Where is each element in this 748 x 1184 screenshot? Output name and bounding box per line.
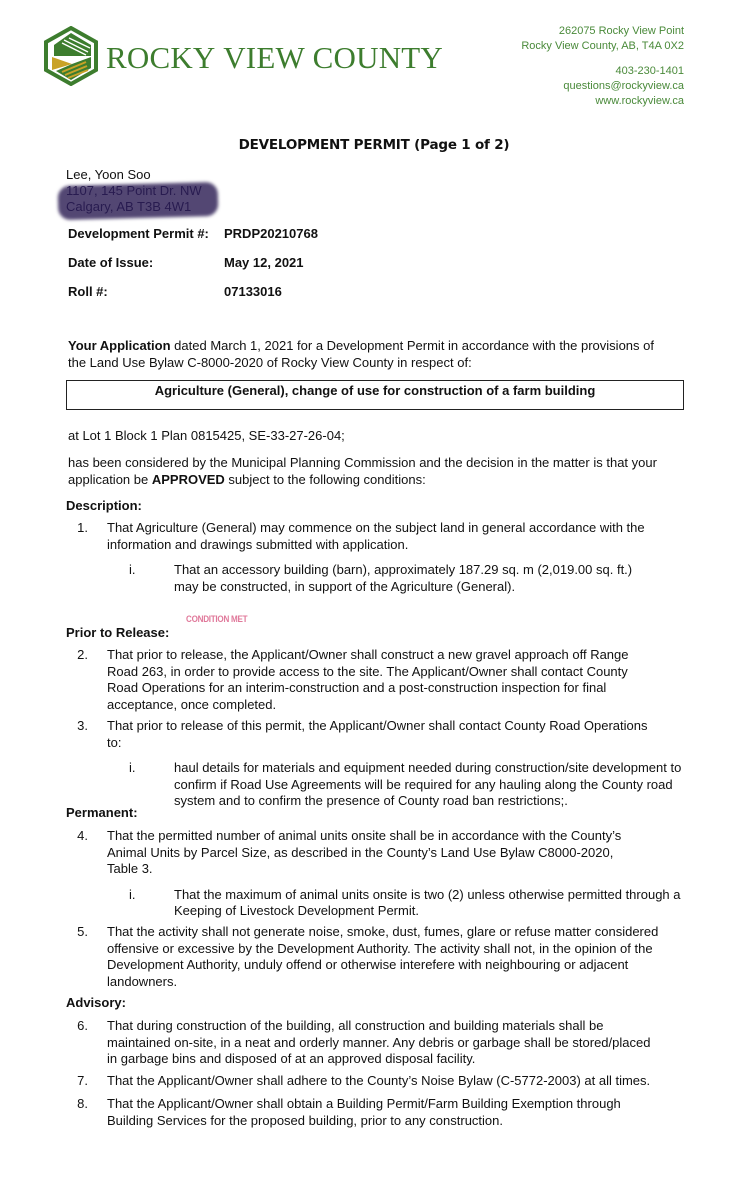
sub-condition-number: i.: [129, 562, 136, 577]
page-title-text: DEVELOPMENT PERMIT (Page 1 of 2): [238, 137, 510, 153]
condition-text: offensive or excessive by the Development Authority. The activity shall not, in the opinion of the: [107, 940, 653, 956]
condition-7: [66, 1073, 706, 1090]
condition-text: That the Applicant/Owner shall adhere to the County’s Noise Bylaw (C-5772-2003) at all times.: [107, 1073, 651, 1088]
condition-8: [66, 1096, 696, 1129]
date-of-issue-row: [68, 255, 318, 284]
section-description-heading: Description:: [66, 498, 142, 513]
condition-text: Road 263, in order to provide access to the site. The Applicant/Owner shall contact County: [107, 663, 628, 679]
condition-2: [66, 647, 696, 713]
page-title: [0, 137, 748, 153]
condition-number: 4.: [77, 828, 88, 843]
email-link[interactable]: questions@rockyview.ca: [563, 80, 684, 92]
redaction-scribble: [58, 182, 219, 220]
sub-condition-text: system and to confirm the presence of County road ban restrictions;.: [174, 793, 568, 808]
condition-text: That the permitted number of animal units onsite shall be in accordance with the County’s: [107, 828, 622, 843]
condition-text: in garbage bins and disposed of at an approved disposal facility.: [107, 1051, 476, 1066]
location-line: at Lot 1 Block 1 Plan 0815425, SE-33-27-26-04;: [68, 428, 345, 443]
date-of-issue-value: May 12, 2021: [224, 255, 304, 270]
county-name: [106, 40, 443, 76]
date-of-issue-label: Date of Issue:: [68, 255, 154, 270]
county-logo: [42, 26, 444, 86]
address-line-1: 262075 Rocky View Point: [558, 25, 684, 37]
condition-number: 2.: [77, 647, 88, 662]
permit-info-table: [68, 226, 318, 313]
condition-text: That prior to release, the Applicant/Owner shall construct a new gravel approach off Range: [107, 647, 629, 662]
contact-block: [521, 24, 684, 109]
condition-number: 7.: [77, 1073, 88, 1088]
logo-word-rocky: ROCKY: [106, 40, 216, 75]
logo-word-county: COUNTY: [312, 40, 444, 75]
section-permanent-heading: Permanent:: [66, 805, 138, 820]
condition-3: [66, 718, 696, 810]
website-link[interactable]: www.rockyview.ca: [595, 95, 684, 107]
condition-number: 5.: [77, 924, 88, 939]
section-advisory-heading: Advisory:: [66, 995, 126, 1010]
sub-condition-text: haul details for materials and equipment needed during construction/site development to: [174, 760, 682, 775]
condition-number: 6.: [77, 1018, 88, 1033]
decision-paragraph: [68, 455, 688, 488]
phone-number: 403-230-1401: [615, 65, 684, 77]
intro-line-2: the Land Use Bylaw C-8000-2020 of Rocky View County in respect of:: [68, 354, 472, 370]
roll-number-label: Roll #:: [68, 284, 108, 299]
condition-number: 3.: [77, 718, 88, 733]
permit-number-row: [68, 226, 318, 255]
condition-5: [66, 924, 706, 990]
condition-number: 1.: [77, 520, 88, 535]
use-description-text: Agriculture (General), change of use for construction of a farm building: [154, 383, 596, 398]
decision-pre: application be: [68, 471, 152, 487]
condition-text: Development Authority, unduly offend or otherwise interefere with neighbouring or adjacent: [107, 957, 629, 972]
sub-condition-text: That an accessory building (barn), approximately 187.29 sq. m (2,019.00 sq. ft.): [174, 562, 633, 577]
section-prior-to-release-heading: Prior to Release:: [66, 625, 170, 640]
logo-word-view: VIEW: [223, 40, 305, 75]
decision-post: subject to the following conditions:: [224, 471, 426, 487]
addressee-name: Lee, Yoon Soo: [66, 167, 151, 182]
rocky-view-hexagon-logo-icon: [42, 26, 100, 86]
condition-text: maintained on-site, in a neat and orderly manner. Any debris or garbage shall be stored/placed: [107, 1034, 651, 1050]
roll-number-row: [68, 284, 318, 313]
condition-text: information and drawings submitted with application.: [107, 536, 409, 552]
condition-text: Building Services for the proposed building, prior to any construction.: [107, 1112, 503, 1128]
permit-number-label: Development Permit #:: [68, 226, 209, 241]
sub-condition-text: may be constructed, in support of the Agriculture (General).: [174, 578, 516, 594]
condition-1: [66, 520, 686, 595]
roll-number-value: 07133016: [224, 284, 282, 299]
sub-condition-text: That the maximum of animal units onsite is two (2) unless otherwise permitted through a: [174, 886, 681, 902]
address-line-2: Rocky View County, AB, T4A 0X2: [521, 40, 684, 52]
condition-text: to:: [107, 734, 122, 750]
condition-text: Animal Units by Parcel Size, as described in the County’s Land Use Bylaw C8000-2020,: [107, 844, 614, 860]
condition-number: 8.: [77, 1096, 88, 1111]
application-intro: [68, 338, 688, 371]
condition-text: acceptance, once completed.: [107, 696, 277, 712]
condition-text: Table 3.: [107, 861, 153, 876]
condition-text: That the Applicant/Owner shall obtain a Building Permit/Farm Building Exemption through: [107, 1096, 621, 1111]
condition-4: [66, 828, 696, 920]
decision-line-1: has been considered by the Municipal Planning Commission and the decision in the matter is that your: [68, 455, 657, 470]
condition-text: That the activity shall not generate noise, smoke, dust, fumes, glare or refuse matter considered: [107, 924, 659, 939]
condition-met-stamp: CONDITION MET: [186, 614, 248, 624]
sub-condition-number: i.: [129, 760, 136, 775]
sub-condition-number: i.: [129, 886, 136, 902]
condition-text: That prior to release of this permit, the Applicant/Owner shall contact County Road Operations: [107, 718, 648, 733]
sub-condition-text: confirm if Road Use Agreements will be required for any hauling along the County road: [174, 776, 673, 792]
condition-text: That during construction of the building, all construction and building materials shall be: [107, 1018, 604, 1033]
sub-condition-text: Keeping of Livestock Development Permit.: [174, 903, 419, 918]
condition-text: Road Operations for an interim-construction and a post-construction inspection for final: [107, 680, 607, 695]
intro-line-1: dated March 1, 2021 for a Development Permit in accordance with the provisions of: [170, 338, 654, 353]
permit-number-value: PRDP20210768: [224, 226, 318, 241]
condition-text: That Agriculture (General) may commence on the subject land in general accordance with the: [107, 520, 645, 535]
use-description-box: [66, 380, 684, 410]
condition-6: [66, 1018, 696, 1068]
approved-status: APPROVED: [151, 471, 225, 487]
intro-bold: Your Application: [68, 338, 171, 353]
condition-text: landowners.: [107, 973, 178, 989]
